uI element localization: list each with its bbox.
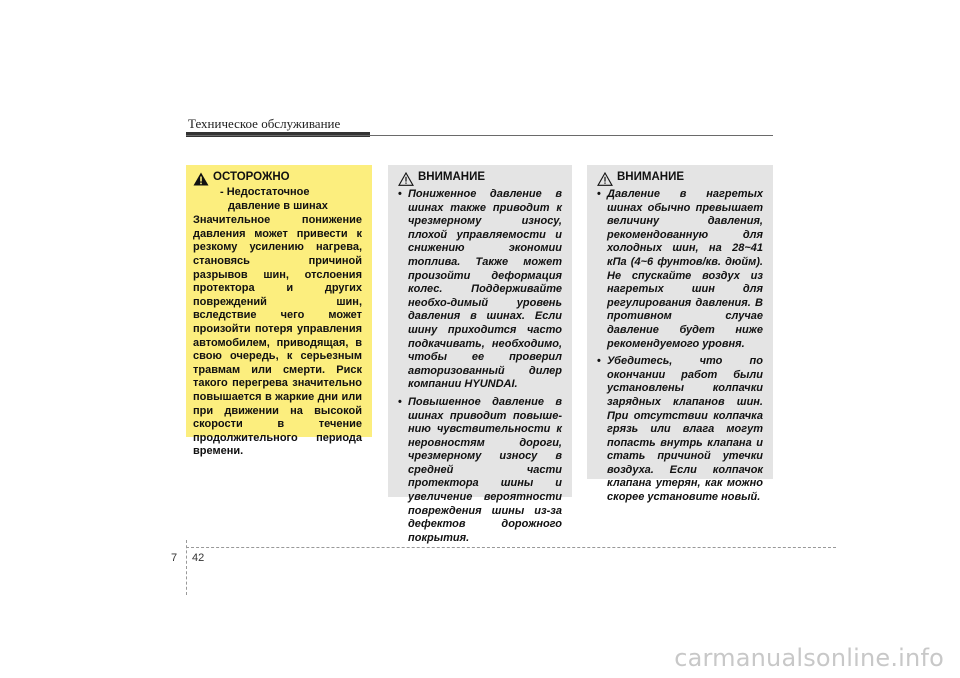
notice-2-list — [597, 188, 763, 505]
notice-2-header — [597, 171, 763, 186]
caution-body: Значительное понижение давления может привести к резкому усилению нагрева, становясь причиной разрывов шин, отслоения протектора и других повреждений шин, вследствие чего может произойти потеря управления автомобилем, приводящая, в свою очередь, к серьезным травмам или смерти. Риск такого перегрева значительно повышается в жаркие дни или при движении на высокой скорости в течение продолжительного периода времени. — [193, 214, 362, 458]
caution-box — [186, 165, 372, 458]
caution-subtitle-line-2: давление в шинах — [228, 199, 328, 212]
footer-divider — [186, 540, 187, 595]
list-item-text: Убедитесь, что по окончании работ были установлены колпачки зарядных клапанов шин. При отсутствии колпачка грязь или влага могут попасть внутрь клапана и стать причиной утечки воздуха. Если колпачок клапана утерян, как можно скорее установите новый. — [607, 355, 763, 504]
notice-box-1 — [388, 165, 572, 544]
caution-subtitle — [193, 186, 362, 213]
list-item: • Убедитесь, что по окончании работ были установлены колпачки зарядных клапанов шин. При отсутствии колпачка грязь или влага могут попасть внутрь клапана и стать причиной утечки воздуха. Если колпачок клапана утерян, как можно скорее установите новый. — [597, 355, 763, 504]
notice-1-title: ВНИМАНИЕ — [418, 171, 486, 183]
list-item-text: Пониженное давление в шинах также приводит к чрезмерному износу, плохой управляемости и снижению экономии топлива. Также может произойти деформация колес. Поддерживайте необхо-димый уровень давления в шинах. Если шину приходится часто подкачивать, необходимо, чтобы ее проверил авторизованный дилер компании HYUNDAI. — [408, 188, 562, 391]
warning-triangle-icon — [193, 172, 209, 186]
list-item: • Пониженное давление в шинах также приводит к чрезмерному износу, плохой управляемости и снижению экономии топлива. Также может произойти деформация колес. Поддерживайте необхо-димый уровень давления в шинах. Если шину приходится часто подкачивать, необходимо, чтобы ее проверил авторизованный дилер компании HYUNDAI. — [398, 188, 562, 391]
caution-header — [193, 171, 362, 186]
chapter-number: 7 — [171, 552, 178, 564]
warning-triangle-icon — [597, 172, 613, 186]
page-number: 42 — [192, 552, 205, 564]
list-item-text: Повышенное давление в шинах приводит повыше-нию чувствительности к неровностям дороги, чрезмерному износу в средней части протектора шины и увеличение вероятности повреждения шины из-за дефектов дорожного покрытия. — [408, 395, 562, 544]
caution-subtitle-line-1: - Недостаточное — [220, 186, 310, 198]
notice-1-list — [398, 188, 562, 545]
list-item-text: Давление в нагретых шинах обычно превышает величину давления, рекомендованную для холодных шин, на 28~41 кПа (4~6 фунтов/кв. дюйм). Не спускайте воздух из нагретых шин для регулирования давления. В противном случае давление будет ниже рекомендуемого уровня. — [607, 188, 763, 350]
list-item: • Давление в нагретых шинах обычно превышает величину давления, рекомендованную для холодных шин, на 28~41 кПа (4~6 фунтов/кв. дюйм). Не спускайте воздух из нагретых шин для регулирования давления. В противном случае давление будет ниже рекомендуемого уровня. — [597, 188, 763, 350]
notice-2-title: ВНИМАНИЕ — [617, 171, 685, 183]
watermark: carmanualsonline.info — [674, 644, 944, 672]
footer-rule — [186, 547, 836, 548]
list-item: • Повышенное давление в шинах приводит повыше-нию чувствительности к неровностям дороги, чрезмерному износу в средней части протектора шины и увеличение вероятности повреждения шины из-за дефектов дорожного покрытия. — [398, 395, 562, 544]
notice-1-header — [398, 171, 562, 186]
notice-box-2 — [587, 165, 773, 504]
caution-title: ОСТОРОЖНО — [213, 171, 290, 183]
section-title: Техническое обслуживание — [188, 116, 341, 131]
warning-triangle-icon — [398, 172, 414, 186]
header-rule — [186, 135, 773, 136]
